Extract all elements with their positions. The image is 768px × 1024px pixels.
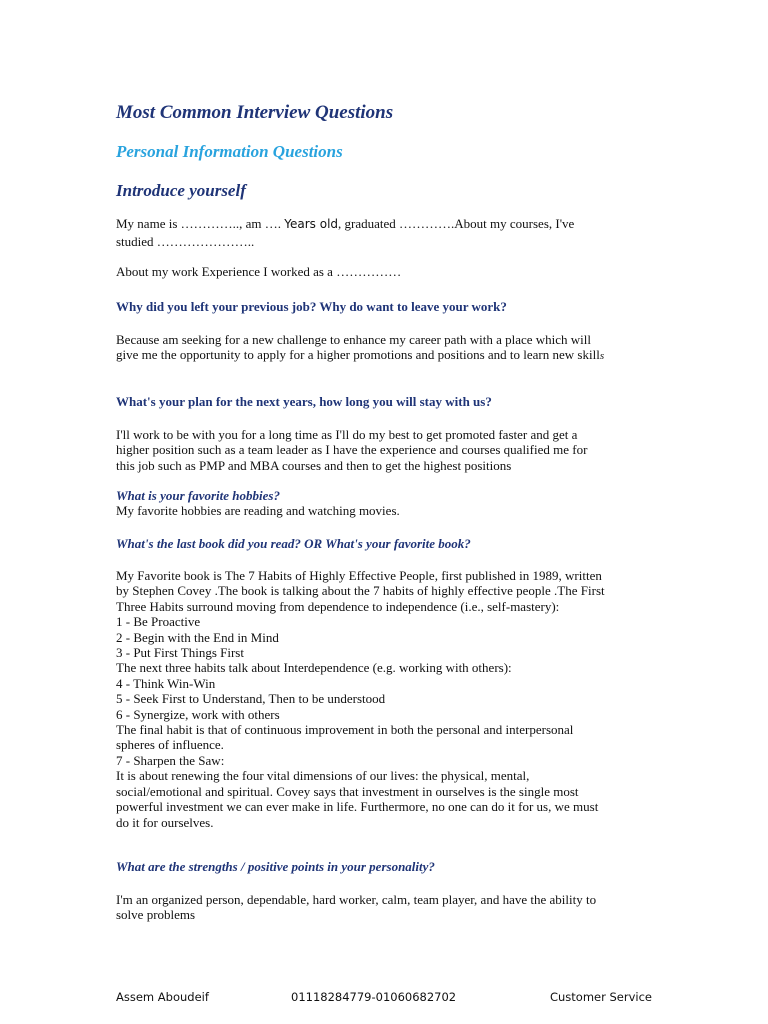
book-line: My Favorite book is The 7 Habits of Highly Effective People, first published in 1989, written [116, 568, 602, 583]
intro-paragraph-2: About my work Experience I worked as a …………… [116, 264, 402, 279]
intro-heading: Introduce yourself [116, 181, 246, 200]
answer-line: Because am seeking for a new challenge to enhance my career path with a place which will [116, 332, 592, 347]
habit-item: 5 - Seek First to Understand, Then to be understood [116, 691, 386, 707]
book-line: powerful investment we can ever make in life. Furthermore, no one can do it for us, we must [116, 799, 599, 815]
intro-text-a: My name is ………….., am …. [116, 216, 285, 231]
intro-line-2: studied ………………….. [116, 234, 255, 250]
section-heading: Personal Information Questions [116, 142, 343, 161]
habit-item: 6 - Synergize, work with others [116, 706, 280, 722]
question-favorite-book: What's the last book did you read? OR What's your favorite book? [116, 536, 471, 551]
habit-item: 1 - Be Proactive [116, 614, 201, 630]
book-line: do it for ourselves. [116, 814, 214, 830]
answer-line: I'll work to be with you for a long time as I'll do my best to get promoted faster and get a [116, 427, 578, 442]
answer-previous-job [116, 332, 656, 365]
question-hobbies: What is your favorite hobbies? [116, 488, 280, 503]
intro-text-c: , graduated ………….About my courses, I've [338, 216, 575, 231]
book-line: The next three habits talk about Interdependence (e.g. working with others): [116, 660, 512, 676]
document-title: Most Common Interview Questions [116, 102, 394, 123]
intro-years-old: Years old [284, 217, 339, 231]
book-line: spheres of influence. [116, 737, 224, 753]
question-strengths: What are the strengths / positive points in your personality? [116, 859, 435, 874]
answer-line: I'm an organized person, dependable, hard worker, calm, team player, and have the ability to [116, 892, 597, 907]
answer-line: this job such as PMP and MBA courses and then to get the highest positions [116, 457, 512, 473]
answer-line: solve problems [116, 907, 196, 923]
answer-favorite-book [116, 568, 656, 830]
habit-item: 4 - Think Win-Win [116, 675, 216, 691]
answer-strengths [116, 892, 656, 923]
question-future-plan: What's your plan for the next years, how long you will stay with us? [116, 394, 492, 409]
book-line: by Stephen Covey .The book is talking about the 7 habits of highly effective people .The First [116, 583, 605, 599]
answer-hobbies: My favorite hobbies are reading and watching movies. [116, 503, 400, 518]
answer-text: give me the opportunity to apply for a higher promotions and positions and to learn new skill [116, 347, 600, 363]
habit-item: 3 - Put First Things First [116, 645, 244, 661]
question-previous-job: Why did you left your previous job? Why do want to leave your work? [116, 299, 507, 314]
habit-item: 7 - Sharpen the Saw: [116, 752, 225, 768]
intro-paragraph-1 [116, 216, 656, 250]
book-line: It is about renewing the four vital dimensions of our lives: the physical, mental, [116, 768, 530, 784]
book-line: Three Habits surround moving from dependence to independence (i.e., self-mastery): [116, 598, 560, 614]
book-line: The final habit is that of continuous improvement in both the personal and interpersonal [116, 722, 574, 738]
footer-department: Customer Service [549, 990, 652, 1004]
habit-item: 2 - Begin with the End in Mind [116, 629, 279, 645]
page-footer [116, 990, 656, 1006]
book-line: social/emotional and spiritual. Covey says that investment in ourselves is the single most [116, 783, 579, 799]
footer-name: Assem Aboudeif [116, 990, 209, 1004]
intro-line-1 [116, 216, 656, 232]
footer-phone: 01118284779-01060682702 [291, 990, 457, 1004]
answer-line: higher position such as a team leader as I have the experience and courses qualified me for [116, 442, 588, 458]
answer-line [116, 347, 656, 364]
answer-future-plan [116, 427, 656, 473]
answer-tail: s [599, 350, 605, 363]
